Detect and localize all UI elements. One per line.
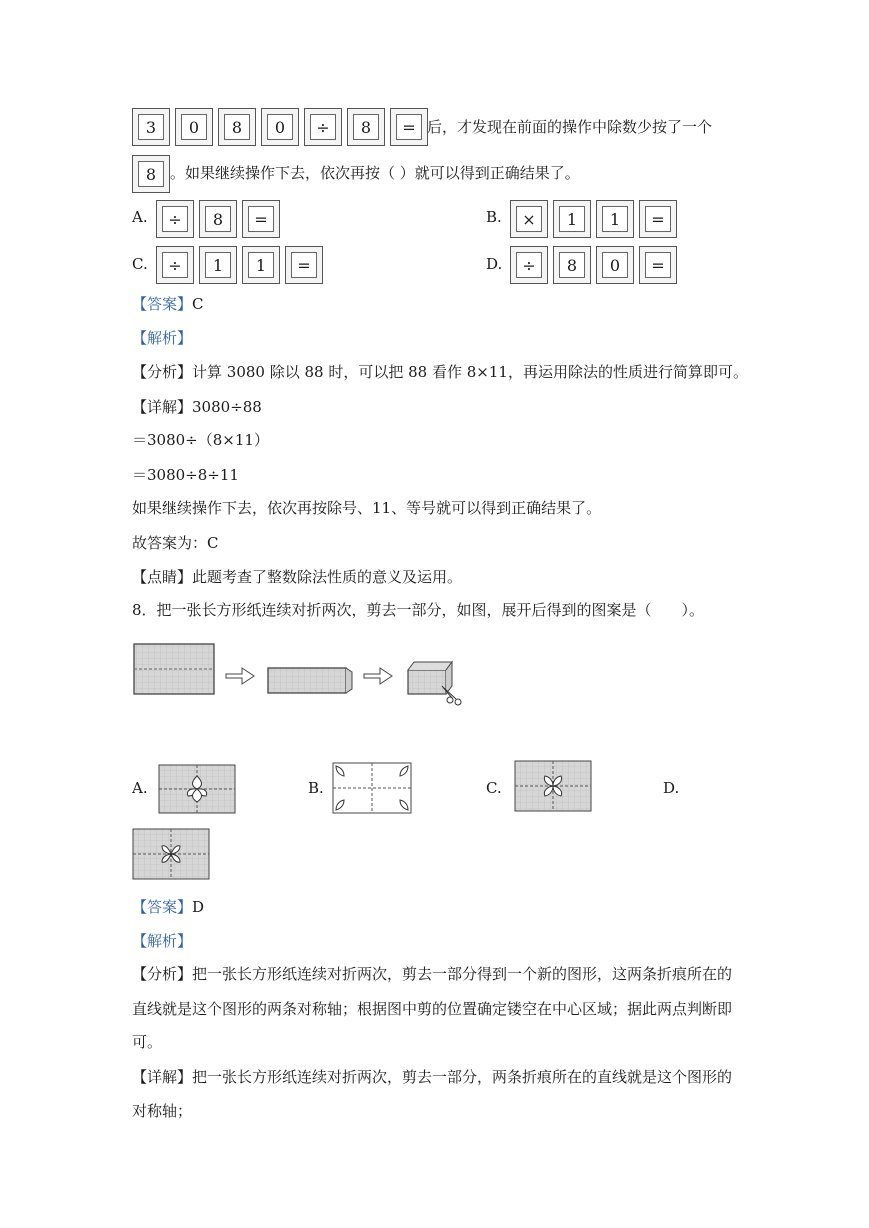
calculator-key: 8 — [132, 155, 170, 193]
calculator-key: = — [242, 200, 280, 238]
q8-fenxi-3: 可。 — [132, 1033, 163, 1051]
q7-conclusion: 如果继续操作下去，依次再按除号、11、等号就可以得到正确结果了。 — [132, 499, 602, 517]
q7-text-1: 后，才发现在前面的操作中除数少按了一个 — [427, 118, 713, 136]
q7-fenxi: 【分析】计算 3080 除以 88 时，可以把 88 看作 8×11，再运用除法的性质进行简算即可。 — [132, 363, 748, 381]
calculator-key: 1 — [553, 200, 591, 238]
q8-xiangjie-2: 对称轴； — [132, 1102, 193, 1120]
calculator-key: = — [639, 246, 677, 284]
option-b-figure — [332, 762, 414, 816]
q8-question: 8．把一张长方形纸连续对折两次，剪去一部分，如图，展开后得到的图案是（ ）。 — [132, 601, 705, 619]
folding-illustration — [130, 640, 470, 715]
calculator-key: 8 — [553, 246, 591, 284]
calculator-key: 0 — [261, 108, 299, 146]
calculator-key: 8 — [347, 108, 385, 146]
calculator-key: 1 — [242, 246, 280, 284]
option-label-d: D. — [486, 255, 503, 273]
q7-answer: 【答案】C — [132, 295, 204, 313]
option-c-figure — [514, 760, 594, 814]
q8-option-label-b: B. — [308, 779, 324, 797]
arrow-icon — [364, 668, 392, 684]
q7-dianjing: 【点睛】此题考查了整数除法性质的意义及运用。 — [132, 568, 463, 586]
option-label-b: B. — [486, 208, 502, 226]
calculator-key: 0 — [175, 108, 213, 146]
option-a-figure — [158, 764, 238, 816]
q7-final: 故答案为：C — [132, 534, 219, 552]
q8-option-label-a: A. — [132, 779, 148, 797]
q8-answer: 【答案】D — [132, 898, 205, 916]
q8-analysis-tag: 【解析】 — [132, 932, 193, 950]
calculator-key: 1 — [199, 246, 237, 284]
calculator-key: ÷ — [510, 246, 548, 284]
q7-step-1: ＝3080÷（8×11） — [132, 431, 269, 449]
q8-xiangjie-1: 【详解】把一张长方形纸连续对折两次，剪去一部分，两条折痕所在的直线就是这个图形的 — [132, 1068, 733, 1086]
calculator-key: 1 — [596, 200, 634, 238]
q8-fenxi-2: 直线就是这个图形的两条对称轴；根据图中剪的位置确定镂空在中心区域；据此两点判断即 — [132, 1000, 733, 1018]
calculator-key: ÷ — [156, 246, 194, 284]
calculator-key: 8 — [218, 108, 256, 146]
q8-option-label-c: C. — [486, 779, 502, 797]
option-label-a: A. — [132, 208, 148, 226]
calculator-key: = — [390, 108, 428, 146]
q8-option-label-d: D. — [663, 779, 680, 797]
arrow-icon — [226, 668, 254, 684]
calculator-key: 0 — [596, 246, 634, 284]
q7-analysis-tag: 【解析】 — [132, 329, 193, 347]
calculator-key: 3 — [132, 108, 170, 146]
calculator-key: = — [639, 200, 677, 238]
q7-step-2: ＝3080÷8÷11 — [132, 466, 239, 484]
q8-fenxi-1: 【分析】把一张长方形纸连续对折两次，剪去一部分得到一个新的图形，这两条折痕所在的 — [132, 965, 733, 983]
option-label-c: C. — [132, 255, 148, 273]
calculator-key: ÷ — [156, 200, 194, 238]
calculator-key: × — [510, 200, 548, 238]
q7-text-2: 。如果继续操作下去，依次再按（ ）就可以得到正确结果了。 — [170, 164, 580, 182]
option-d-figure — [132, 828, 212, 882]
calculator-key: 8 — [199, 200, 237, 238]
calculator-key: ÷ — [304, 108, 342, 146]
scissors-icon — [442, 686, 461, 705]
q7-xiangjie: 【详解】3080÷88 — [132, 398, 262, 416]
calculator-key: = — [285, 246, 323, 284]
